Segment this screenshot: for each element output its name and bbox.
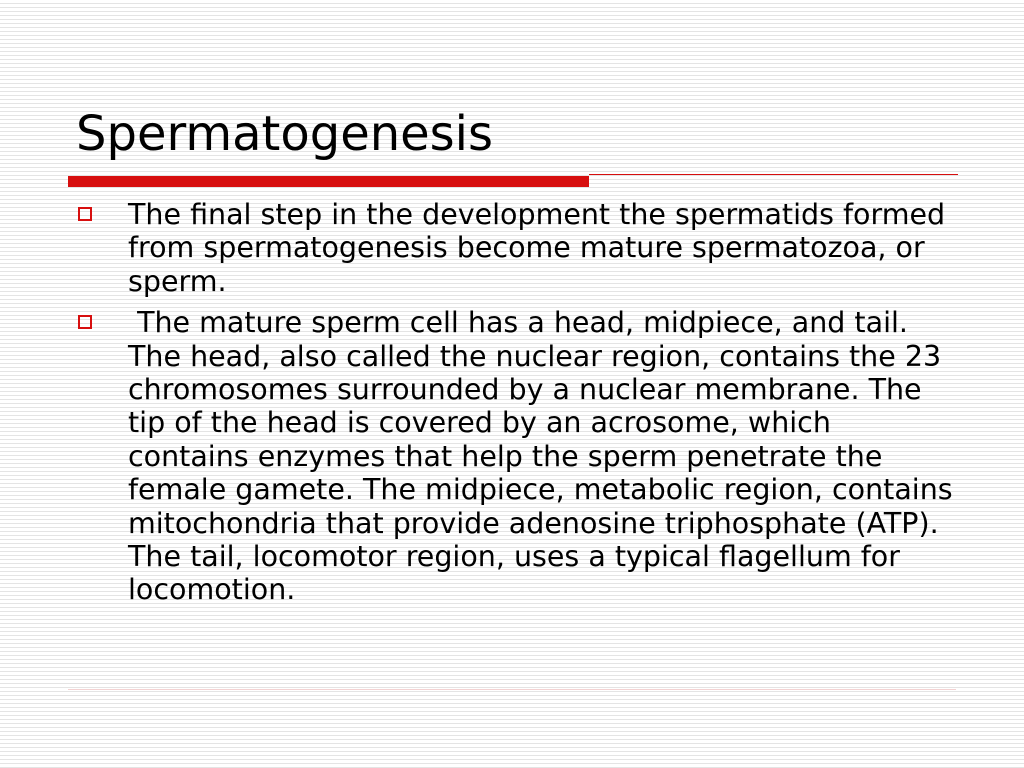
list-item xyxy=(76,306,962,607)
title-underline-thin xyxy=(589,174,958,175)
footer-divider xyxy=(68,689,956,690)
bullet-text: The mature sperm cell has a head, midpiece, and tail. The head, also called the nuclear region, contains the 23 chromosomes surrounded by a nuclear membrane. The tip of the head is covered by an acrosome, which contains enzymes that help the sperm penetrate the female gamete. The midpiece, metabolic region, contains mitochondria that provide adenosine triphosphate (ATP). The tail, locomotor region, uses a typical flagellum for locomotion. xyxy=(128,306,962,607)
slide-title: Spermatogenesis xyxy=(76,106,494,162)
bullet-text: The final step in the development the spermatids formed from spermatogenesis become mature spermatozoa, or sperm. xyxy=(128,198,946,298)
list-item xyxy=(76,198,956,298)
hollow-square-bullet-icon xyxy=(78,207,92,221)
bullet-list xyxy=(76,198,962,615)
title-underline-thick xyxy=(68,176,589,187)
hollow-square-bullet-icon xyxy=(78,315,92,329)
